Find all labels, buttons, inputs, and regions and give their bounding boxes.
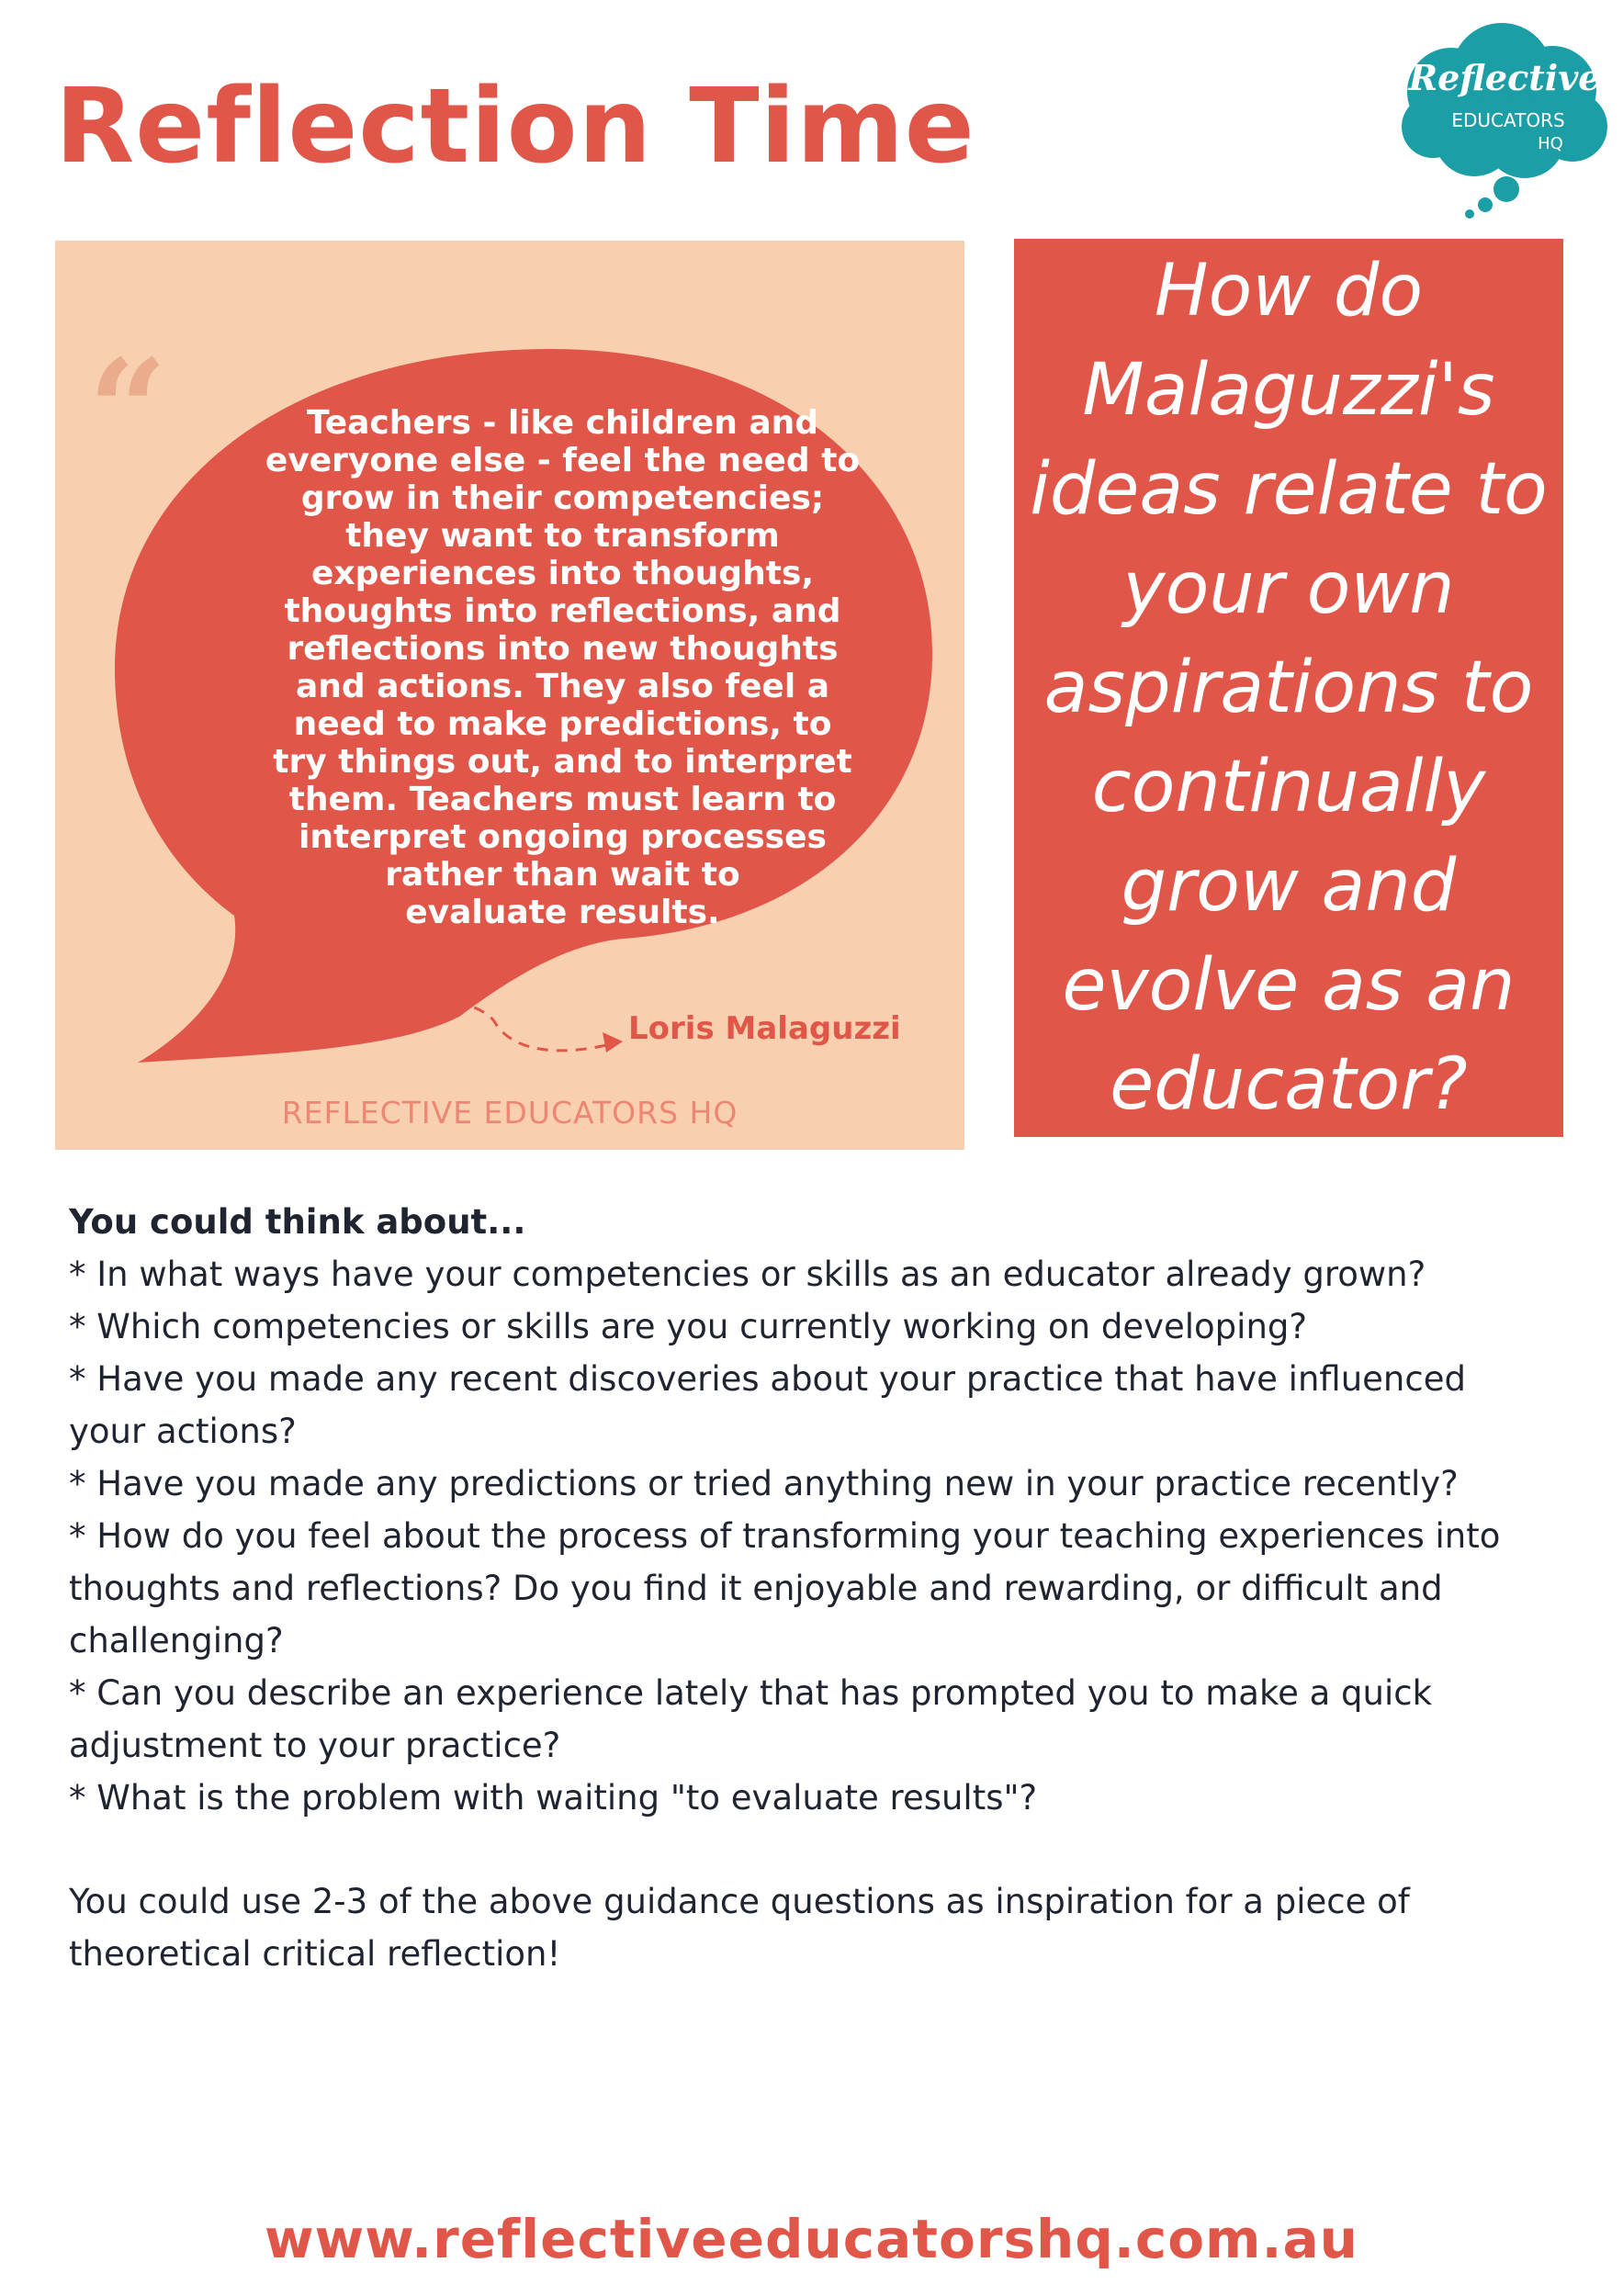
- quotation-mark-icon: “: [88, 330, 168, 491]
- logo-educators-text: EDUCATORS: [1451, 109, 1565, 131]
- prompt-item: * Have you made any recent discoveries about your practice that have influenced your actions?: [69, 1359, 1466, 1451]
- reflection-question: How do Malaguzzi's ideas relate to your own aspirations to continually grow and evolve as an educator?: [1030, 250, 1548, 1126]
- prompts-heading: You could think about...: [69, 1202, 526, 1242]
- cloud-logo-icon: [1396, 18, 1615, 220]
- prompt-item: * In what ways have your competencies or skills as an educator already grown?: [69, 1255, 1426, 1294]
- logo-hq-text: HQ: [1538, 134, 1563, 153]
- prompts-closing: You could use 2-3 of the above guidance questions as inspiration for a piece of theoretical critical reflection!: [69, 1882, 1410, 1974]
- guidance-prompts: [69, 1196, 1548, 1980]
- prompt-item: * What is the problem with waiting "to evaluate results"?: [69, 1778, 1038, 1818]
- prompt-item: * Which competencies or skills are you currently working on developing?: [69, 1307, 1308, 1346]
- prompt-item: * How do you feel about the process of transforming your teaching experiences into thoughts and reflections? Do you find it enjoyable and rewarding, or difficult and challenging?: [69, 1516, 1501, 1660]
- prompt-item: * Have you made any predictions or tried anything new in your practice recently?: [69, 1464, 1459, 1503]
- page-title: Reflection Time: [55, 67, 975, 186]
- quote-author: Loris Malaguzzi: [628, 1010, 901, 1047]
- prompt-item: * Can you describe an experience lately that has prompted you to make a quick adjustment to your practice?: [69, 1673, 1433, 1765]
- quote-card: [55, 241, 964, 1150]
- brand-logo: [1396, 18, 1615, 220]
- card-brand-footer: REFLECTIVE EDUCATORS HQ: [281, 1095, 738, 1131]
- quote-text: Teachers - like children and everyone else - feel the need to grow in their competencies; they want to transform experiences into thoughts, thoughts into reflections, and reflections into new thoughts and actions. They also feel a need to make predictions, to try things out, and to interpret them. Teachers must learn to interpret ongoing processes rather than wait to evaluate results.: [265, 404, 861, 931]
- website-link[interactable]: www.reflectiveeducatorshq.com.au: [265, 2208, 1358, 2270]
- logo-script-text: Reflective: [1408, 57, 1601, 98]
- reflection-question-box: [1014, 239, 1563, 1137]
